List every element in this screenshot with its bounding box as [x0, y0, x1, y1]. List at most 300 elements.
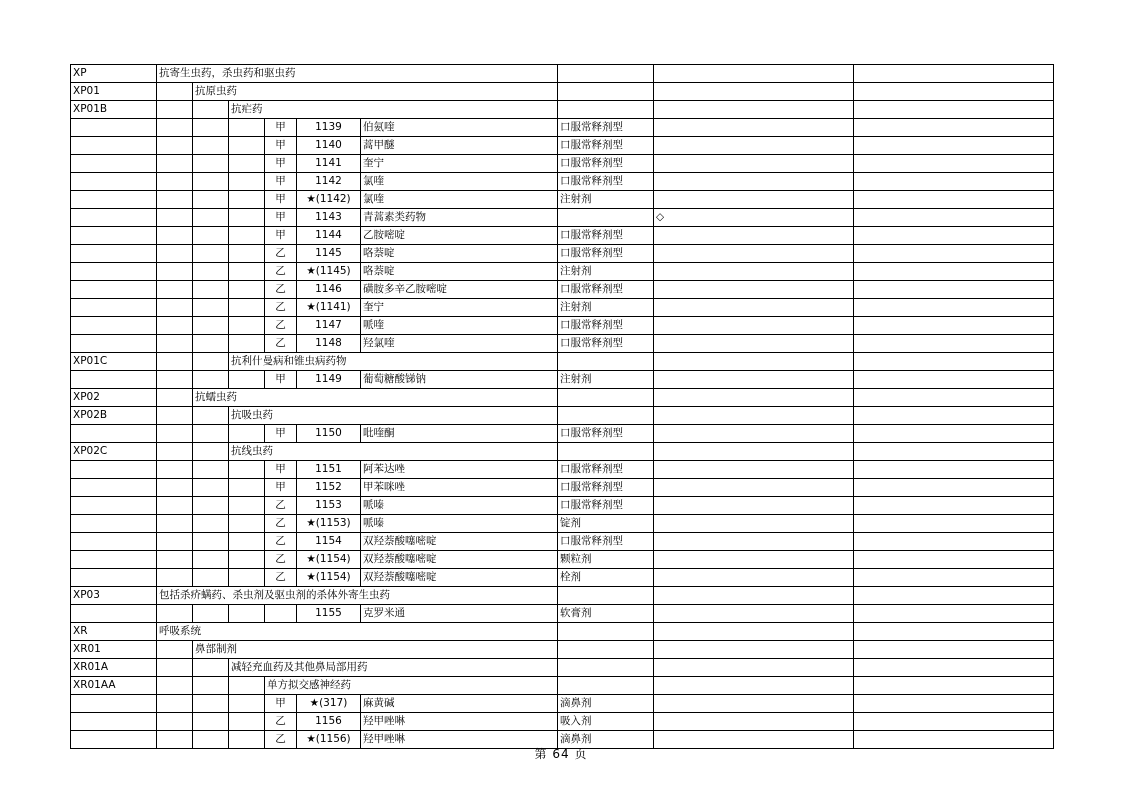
row-note: [654, 173, 854, 191]
row-code: XP01B: [71, 101, 157, 119]
table-row: [71, 443, 1054, 461]
table-row: [71, 389, 1054, 407]
row-drug-name: 羟氯喹: [361, 335, 558, 353]
row-indent-3: [229, 119, 265, 137]
row-drug-name: 阿苯达唑: [361, 461, 558, 479]
row-indent-1: [157, 227, 193, 245]
row-indent-3: [229, 281, 265, 299]
row-extra: [854, 191, 1054, 209]
row-drug-name: 羟甲唑啉: [361, 713, 558, 731]
row-indent-2: [193, 515, 229, 533]
row-code: [71, 713, 157, 731]
row-drug-name: 麻黄碱: [361, 695, 558, 713]
row-indent-1: [157, 677, 193, 695]
row-extra: [854, 533, 1054, 551]
row-dosage-form: 颗粒剂: [558, 551, 654, 569]
row-drug-name: 咯萘啶: [361, 263, 558, 281]
row-number: 1147: [297, 317, 361, 335]
row-code: [71, 227, 157, 245]
row-indent-2: [193, 551, 229, 569]
row-indent-1: [157, 641, 193, 659]
row-dosage-form: 锭剂: [558, 515, 654, 533]
table-row: [71, 587, 1054, 605]
row-level2-label: 抗蠕虫药: [193, 389, 558, 407]
table-row: [71, 227, 1054, 245]
row-extra: [854, 173, 1054, 191]
row-category: 乙: [265, 263, 297, 281]
row-indent-1: [157, 551, 193, 569]
row-category: 乙: [265, 497, 297, 515]
row-code: [71, 515, 157, 533]
row-number: ★(1141): [297, 299, 361, 317]
row-indent-2: [193, 245, 229, 263]
row-drug-name: 奎宁: [361, 155, 558, 173]
table-row: [71, 281, 1054, 299]
row-drug-name: 氯喹: [361, 173, 558, 191]
row-code: XP02: [71, 389, 157, 407]
row-indent-3: [229, 479, 265, 497]
row-note: [654, 245, 854, 263]
row-indent-1: [157, 389, 193, 407]
row-number: 1141: [297, 155, 361, 173]
row-extra: [854, 515, 1054, 533]
row-extra: [854, 83, 1054, 101]
row-dosage-form: 口服常释剂型: [558, 317, 654, 335]
table-row: [71, 335, 1054, 353]
row-indent-2: [193, 317, 229, 335]
row-note: [654, 551, 854, 569]
row-note: [654, 677, 854, 695]
row-category: 乙: [265, 569, 297, 587]
row-extra: [854, 299, 1054, 317]
row-category: 乙: [265, 551, 297, 569]
row-extra: [854, 497, 1054, 515]
row-note: [654, 425, 854, 443]
row-dosage-form: 口服常释剂型: [558, 227, 654, 245]
row-dosage-form: 口服常释剂型: [558, 245, 654, 263]
row-indent-1: [157, 245, 193, 263]
row-number: 1154: [297, 533, 361, 551]
row-code: [71, 461, 157, 479]
row-note: ◇: [654, 209, 854, 227]
row-dosage-form: [558, 209, 654, 227]
row-dosage-form: [558, 659, 654, 677]
table-row: [71, 677, 1054, 695]
row-level3-label: 抗利什曼病和锥虫病药物: [229, 353, 558, 371]
row-note: [654, 83, 854, 101]
row-indent-1: [157, 371, 193, 389]
drug-catalog-table-wrapper: [70, 64, 1053, 749]
row-drug-name: 双羟萘酸噻嘧啶: [361, 569, 558, 587]
row-indent-1: [157, 263, 193, 281]
row-number: 1156: [297, 713, 361, 731]
row-category: 乙: [265, 317, 297, 335]
row-code: [71, 155, 157, 173]
row-dosage-form: 滴鼻剂: [558, 695, 654, 713]
row-indent-1: [157, 659, 193, 677]
row-indent-3: [229, 425, 265, 443]
row-dosage-form: 注射剂: [558, 263, 654, 281]
table-row: [71, 191, 1054, 209]
row-note: [654, 443, 854, 461]
row-indent-3: [229, 497, 265, 515]
row-code: [71, 191, 157, 209]
row-indent-2: [193, 461, 229, 479]
row-drug-name: 乙胺嘧啶: [361, 227, 558, 245]
row-indent-1: [157, 209, 193, 227]
row-extra: [854, 317, 1054, 335]
row-drug-name: 葡萄糖酸锑钠: [361, 371, 558, 389]
row-indent-1: [157, 569, 193, 587]
row-note: [654, 407, 854, 425]
table-row: [71, 713, 1054, 731]
row-indent-1: [157, 497, 193, 515]
table-row: [71, 137, 1054, 155]
row-dosage-form: [558, 101, 654, 119]
row-indent-3: [229, 227, 265, 245]
row-note: [654, 137, 854, 155]
row-code: [71, 371, 157, 389]
row-indent-1: [157, 281, 193, 299]
row-indent-3: [229, 263, 265, 281]
row-note: [654, 497, 854, 515]
row-dosage-form: 注射剂: [558, 191, 654, 209]
row-note: [654, 569, 854, 587]
table-row: [71, 65, 1054, 83]
row-indent-3: [229, 605, 265, 623]
row-number: ★(1145): [297, 263, 361, 281]
row-extra: [854, 389, 1054, 407]
row-number: ★(317): [297, 695, 361, 713]
row-indent-2: [193, 371, 229, 389]
row-number: 1144: [297, 227, 361, 245]
row-category: 乙: [265, 299, 297, 317]
row-indent-2: [193, 299, 229, 317]
row-indent-3: [229, 137, 265, 155]
drug-catalog-table: [70, 64, 1054, 749]
row-number: ★(1154): [297, 551, 361, 569]
row-extra: [854, 713, 1054, 731]
row-category: 甲: [265, 173, 297, 191]
row-number: ★(1154): [297, 569, 361, 587]
row-dosage-form: [558, 353, 654, 371]
row-drug-name: 吡喹酮: [361, 425, 558, 443]
table-row: [71, 479, 1054, 497]
row-drug-name: 羟甲唑啉: [361, 731, 558, 749]
row-number: 1153: [297, 497, 361, 515]
row-number: 1150: [297, 425, 361, 443]
row-drug-name: 氯喹: [361, 191, 558, 209]
row-extra: [854, 335, 1054, 353]
row-drug-name: 咯萘啶: [361, 245, 558, 263]
row-extra: [854, 407, 1054, 425]
row-indent-1: [157, 173, 193, 191]
row-number: 1149: [297, 371, 361, 389]
row-dosage-form: 口服常释剂型: [558, 137, 654, 155]
row-extra: [854, 659, 1054, 677]
row-note: [654, 479, 854, 497]
row-number: ★(1153): [297, 515, 361, 533]
row-dosage-form: 口服常释剂型: [558, 335, 654, 353]
row-indent-2: [193, 659, 229, 677]
row-indent-2: [193, 119, 229, 137]
row-indent-1: [157, 299, 193, 317]
row-number: 1152: [297, 479, 361, 497]
row-note: [654, 191, 854, 209]
row-code: XR01AA: [71, 677, 157, 695]
row-note: [654, 119, 854, 137]
row-code: XP: [71, 65, 157, 83]
row-level1-label: 抗寄生虫药，杀虫药和驱虫药: [157, 65, 558, 83]
row-code: [71, 569, 157, 587]
row-code: [71, 173, 157, 191]
row-indent-2: [193, 173, 229, 191]
row-indent-1: [157, 191, 193, 209]
row-indent-1: [157, 713, 193, 731]
row-number: ★(1142): [297, 191, 361, 209]
row-code: XR: [71, 623, 157, 641]
row-dosage-form: [558, 623, 654, 641]
row-code: [71, 263, 157, 281]
row-category: 乙: [265, 245, 297, 263]
row-dosage-form: 滴鼻剂: [558, 731, 654, 749]
row-indent-2: [193, 155, 229, 173]
row-indent-1: [157, 83, 193, 101]
row-code: [71, 425, 157, 443]
row-note: [654, 587, 854, 605]
row-category: 甲: [265, 227, 297, 245]
row-code: XP01C: [71, 353, 157, 371]
row-indent-3: [229, 713, 265, 731]
row-extra: [854, 479, 1054, 497]
row-extra: [854, 461, 1054, 479]
row-indent-1: [157, 461, 193, 479]
row-indent-2: [193, 479, 229, 497]
row-dosage-form: 注射剂: [558, 371, 654, 389]
row-number: 1142: [297, 173, 361, 191]
row-level3-label: 减轻充血药及其他鼻局部用药: [229, 659, 558, 677]
row-indent-2: [193, 569, 229, 587]
row-dosage-form: 口服常释剂型: [558, 479, 654, 497]
row-number: 1143: [297, 209, 361, 227]
row-dosage-form: 口服常释剂型: [558, 119, 654, 137]
row-extra: [854, 227, 1054, 245]
row-note: [654, 371, 854, 389]
table-row: [71, 101, 1054, 119]
table-row: [71, 695, 1054, 713]
row-code: XP01: [71, 83, 157, 101]
row-indent-3: [229, 515, 265, 533]
row-extra: [854, 551, 1054, 569]
row-level2-label: 抗原虫药: [193, 83, 558, 101]
row-extra: [854, 155, 1054, 173]
row-dosage-form: 口服常释剂型: [558, 155, 654, 173]
row-category: 甲: [265, 695, 297, 713]
row-note: [654, 335, 854, 353]
table-row: [71, 209, 1054, 227]
row-indent-1: [157, 317, 193, 335]
row-code: XR01A: [71, 659, 157, 677]
row-indent-3: [229, 677, 265, 695]
row-note: [654, 65, 854, 83]
row-indent-3: [229, 155, 265, 173]
row-code: [71, 335, 157, 353]
row-indent-2: [193, 533, 229, 551]
row-code: XP03: [71, 587, 157, 605]
row-extra: [854, 119, 1054, 137]
row-code: [71, 317, 157, 335]
table-row: [71, 371, 1054, 389]
row-indent-3: [229, 461, 265, 479]
row-drug-name: 哌喹: [361, 317, 558, 335]
row-category: 乙: [265, 515, 297, 533]
row-note: [654, 533, 854, 551]
row-indent-1: [157, 605, 193, 623]
row-extra: [854, 605, 1054, 623]
row-code: [71, 479, 157, 497]
row-code: [71, 497, 157, 515]
row-code: XP02C: [71, 443, 157, 461]
row-dosage-form: [558, 83, 654, 101]
row-extra: [854, 569, 1054, 587]
row-extra: [854, 353, 1054, 371]
table-row: [71, 659, 1054, 677]
row-drug-name: 青蒿素类药物: [361, 209, 558, 227]
row-code: [71, 695, 157, 713]
row-note: [654, 155, 854, 173]
row-dosage-form: 吸入剂: [558, 713, 654, 731]
row-dosage-form: 口服常释剂型: [558, 173, 654, 191]
row-indent-1: [157, 407, 193, 425]
row-dosage-form: [558, 389, 654, 407]
row-indent-2: [193, 335, 229, 353]
row-category: 乙: [265, 533, 297, 551]
row-category: 甲: [265, 371, 297, 389]
row-category: [265, 605, 297, 623]
row-extra: [854, 425, 1054, 443]
row-drug-name: 双羟萘酸噻嘧啶: [361, 533, 558, 551]
row-indent-1: [157, 101, 193, 119]
row-indent-2: [193, 227, 229, 245]
row-level3-label: 抗吸虫药: [229, 407, 558, 425]
row-drug-name: 伯氨喹: [361, 119, 558, 137]
row-code: [71, 281, 157, 299]
row-category: 甲: [265, 191, 297, 209]
row-number: 1139: [297, 119, 361, 137]
row-indent-1: [157, 137, 193, 155]
row-drug-name: 哌嗪: [361, 515, 558, 533]
row-code: XR01: [71, 641, 157, 659]
table-row: [71, 263, 1054, 281]
row-indent-1: [157, 425, 193, 443]
row-extra: [854, 263, 1054, 281]
row-extra: [854, 281, 1054, 299]
row-level1-label: 包括杀疥螨药、杀虫剂及驱虫剂的杀体外寄生虫药: [157, 587, 558, 605]
row-extra: [854, 209, 1054, 227]
table-row: [71, 407, 1054, 425]
row-note: [654, 713, 854, 731]
table-row: [71, 425, 1054, 443]
row-number: 1145: [297, 245, 361, 263]
row-indent-2: [193, 695, 229, 713]
row-indent-2: [193, 263, 229, 281]
row-category: 甲: [265, 479, 297, 497]
table-row: [71, 533, 1054, 551]
table-row: [71, 623, 1054, 641]
row-code: [71, 299, 157, 317]
row-indent-1: [157, 479, 193, 497]
row-level4-label: 单方拟交感神经药: [265, 677, 558, 695]
row-dosage-form: 注射剂: [558, 299, 654, 317]
table-row: [71, 173, 1054, 191]
row-indent-3: [229, 371, 265, 389]
row-drug-name: 蒿甲醚: [361, 137, 558, 155]
row-extra: [854, 101, 1054, 119]
row-code: [71, 551, 157, 569]
row-indent-2: [193, 281, 229, 299]
row-extra: [854, 443, 1054, 461]
row-dosage-form: 栓剂: [558, 569, 654, 587]
row-number: 1148: [297, 335, 361, 353]
row-indent-2: [193, 713, 229, 731]
page-footer: [0, 745, 1122, 762]
row-indent-2: [193, 101, 229, 119]
row-number: 1151: [297, 461, 361, 479]
row-dosage-form: 口服常释剂型: [558, 461, 654, 479]
row-code: [71, 119, 157, 137]
row-note: [654, 659, 854, 677]
row-extra: [854, 137, 1054, 155]
row-indent-3: [229, 695, 265, 713]
row-note: [654, 389, 854, 407]
row-level2-label: 鼻部制剂: [193, 641, 558, 659]
row-drug-name: 奎宁: [361, 299, 558, 317]
row-category: 乙: [265, 713, 297, 731]
table-row: [71, 299, 1054, 317]
row-note: [654, 101, 854, 119]
row-category: 乙: [265, 335, 297, 353]
row-indent-3: [229, 245, 265, 263]
row-drug-name: 甲苯咪唑: [361, 479, 558, 497]
row-indent-1: [157, 533, 193, 551]
row-drug-name: 磺胺多辛乙胺嘧啶: [361, 281, 558, 299]
row-number: 1155: [297, 605, 361, 623]
row-note: [654, 605, 854, 623]
row-category: 乙: [265, 731, 297, 749]
row-number: ★(1156): [297, 731, 361, 749]
row-indent-3: [229, 191, 265, 209]
row-dosage-form: 口服常释剂型: [558, 497, 654, 515]
row-category: 甲: [265, 119, 297, 137]
row-indent-2: [193, 407, 229, 425]
row-note: [654, 641, 854, 659]
table-row: [71, 461, 1054, 479]
table-row: [71, 245, 1054, 263]
row-indent-1: [157, 119, 193, 137]
row-level3-label: 抗线虫药: [229, 443, 558, 461]
row-indent-3: [229, 299, 265, 317]
row-note: [654, 227, 854, 245]
row-code: [71, 209, 157, 227]
row-indent-3: [229, 569, 265, 587]
table-row: [71, 317, 1054, 335]
row-extra: [854, 65, 1054, 83]
table-row: [71, 83, 1054, 101]
table-row: [71, 569, 1054, 587]
row-note: [654, 281, 854, 299]
row-dosage-form: [558, 587, 654, 605]
row-code: [71, 245, 157, 263]
